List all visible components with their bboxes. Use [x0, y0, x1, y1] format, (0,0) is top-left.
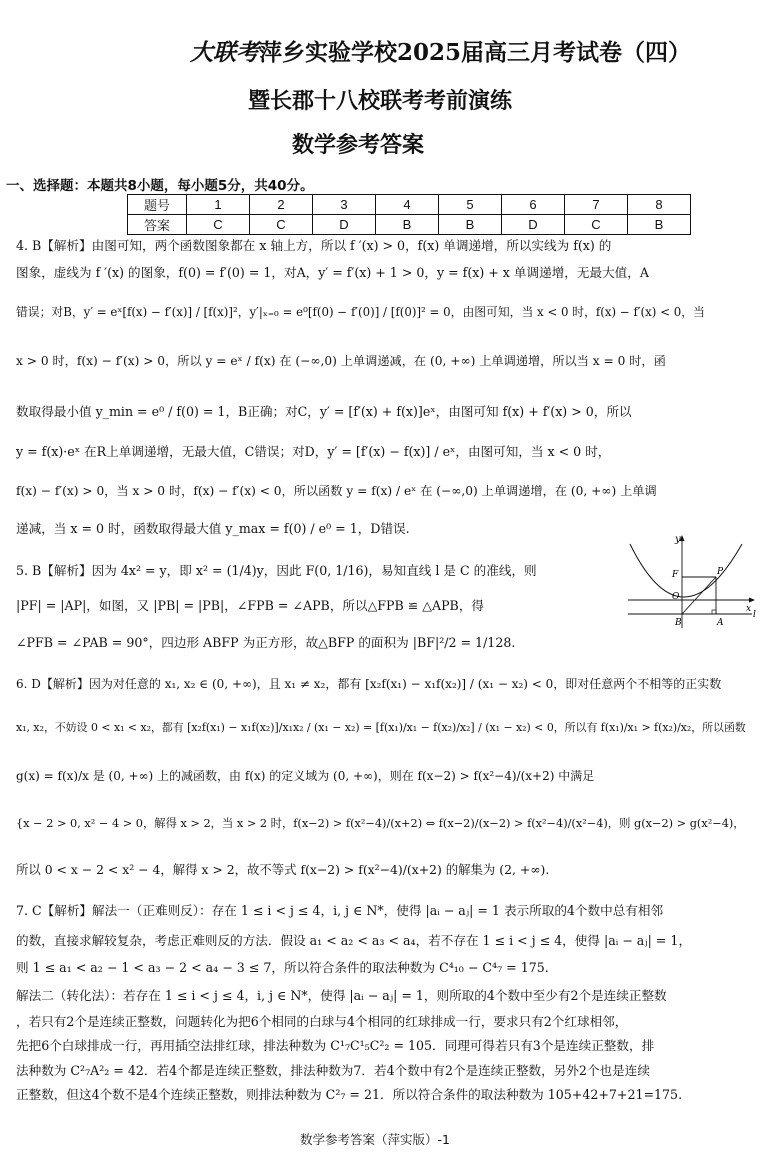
solution-line: 正整数，但这4个数不是4个连续正整数，则排法种数为 C²₇ = 21．所以符合条件的取法种数为 105+42+7+21=175. — [16, 1087, 683, 1102]
question-number-label: 题号 — [128, 195, 187, 215]
solution-line: 所以 0 < x − 2 < x² − 4，解得 x > 2，故不等式 f(x−2) > f(x²−4)/(x+2) 的解集为 (2, +∞). — [16, 862, 550, 877]
answer-table-answer-row — [128, 215, 691, 235]
page-footer: 数学参考答案（萍实版）-1 — [300, 1132, 450, 1147]
solution-line: y = f(x)·eˣ 在R上单调递增，无最大值，C错误；对D，y′ = [f′(x) − f(x)] / eˣ，由图可知，当 x < 0 时， — [16, 444, 611, 459]
solution-line: 解法二（转化法）：若存在 1 ≤ i < j ≤ 4，i, j ∈ N*，使得 |aᵢ − aⱼ| = 1，则所取的4个数中至少有2个是连续正整数 — [16, 988, 667, 1003]
answer-cell: C — [187, 215, 250, 235]
right-angle-mark — [712, 610, 716, 614]
label-x: x — [746, 604, 752, 614]
answer-cell: D — [313, 215, 376, 235]
exam-subtitle: 暨长郡十八校联考考前演练 — [248, 88, 513, 114]
exam-title-text: 萍乡实验学校2025届高三月考试卷（四） — [259, 39, 692, 66]
solution-line: 图象，虚线为 f ′(x) 的图象，f(0) = f′(0) = 1，对A，y′ = f′(x) + 1 > 0，y = f(x) + x 单调递增，无最大值，A — [16, 265, 649, 280]
parabola-curve — [630, 544, 742, 597]
solution-line: 6. D【解析】因为对任意的 x₁, x₂ ∈ (0, +∞)，且 x₁ ≠ x₂，都有 [x₂f(x₁) − x₁f(x₂)] / (x₁ − x₂) < 0，即对任意两个不相等的正实数 — [16, 677, 722, 691]
answer-cell: C — [565, 215, 628, 235]
solution-line: f(x) − f′(x) > 0，当 x > 0 时，f(x) − f′(x) < 0，所以函数 y = f(x) / eˣ 在 (−∞,0) 上单调递增，在 (0, +∞) 上单调 — [16, 484, 657, 498]
answer-table-header-row — [128, 195, 691, 215]
answer-cell: D — [502, 215, 565, 235]
section-heading: 一、选择题：本题共8小题，每小题5分，共40分。 — [6, 178, 314, 194]
solution-line: g(x) = f(x)/x 是 (0, +∞) 上的减函数，由 f(x) 的定义域为 (0, +∞)，则在 f(x−2) > f(x²−4)/(x+2) 中满足 — [16, 769, 595, 783]
solution-line: 的数，直接求解较复杂，考虑正难则反的方法．假设 a₁ < a₂ < a₃ < a₄，若不存在 1 ≤ i < j ≤ 4，使得 |aᵢ − aⱼ| = 1， — [16, 933, 692, 948]
solution-line: x₁, x₂，不妨设 0 < x₁ < x₂，都有 [x₂f(x₁) − x₁f(x₂)]/x₁x₂ / (x₁ − x₂) = [f(x₁)/x₁ − f(x₂)/x₂] / (x₁ − x₂) < 0，所以有 f(x₁)/x₁ > f(x₂)/x₂，所以函数 — [16, 721, 746, 734]
answer-cell: C — [250, 215, 313, 235]
segment-bp — [682, 577, 716, 614]
solution-line: 先把6个白球排成一行，再用插空法排红球，排法种数为 C¹₇C¹₅C²₂ = 105．同理可得若只有3个是连续正整数，排 — [16, 1038, 655, 1053]
question-number: 1 — [187, 195, 250, 215]
parabola-figure — [624, 532, 758, 632]
solution-line: |PF| = |AP|，如图，又 |PB| = |PB|，∠FPB = ∠APB，所以△FPB ≌ △APB，得 — [16, 598, 485, 613]
answer-label: 答案 — [128, 215, 187, 235]
solution-line: 错误；对B，y′ = eˣ[f(x) − f′(x)] / [f(x)]²，y′|ₓ₌₀ = e⁰[f(0) − f′(0)] / [f(0)]² = 0，由图可知，当 x < 0 时，f(x) − f′(x) < 0，当 — [16, 305, 705, 319]
solution-line: 数取得最小值 y_min = e⁰ / f(0) = 1，B正确；对C，y′ = [f′(x) + f(x)]eˣ，由图可知 f(x) + f′(x) > 0，所以 — [16, 404, 632, 419]
solution-line: 则 1 ≤ a₁ < a₂ − 1 < a₃ − 2 < a₄ − 3 ≤ 7，所以符合条件的取法种数为 C⁴₁₀ − C⁴₇ = 175. — [16, 960, 549, 975]
label-b: B — [675, 618, 682, 628]
question-number: 3 — [313, 195, 376, 215]
question-number: 5 — [439, 195, 502, 215]
label-o: O — [672, 592, 680, 602]
exam-title — [190, 34, 691, 67]
label-y: y — [675, 534, 681, 545]
solution-line: ∠PFB = ∠PAB = 90°，四边形 ABFP 为正方形，故△BFP 的面积为 |BF|²/2 = 1/128. — [16, 635, 516, 650]
answer-table — [127, 194, 691, 235]
question-number: 4 — [376, 195, 439, 215]
solution-line: x > 0 时，f(x) − f′(x) > 0，所以 y = eˣ / f(x) 在 (−∞,0) 上单调递减，在 (0, +∞) 上单调递增，所以当 x = 0 时，函 — [16, 354, 666, 368]
answer-cell: B — [439, 215, 502, 235]
question-number: 2 — [250, 195, 313, 215]
label-a: A — [717, 618, 724, 628]
question-number: 8 — [628, 195, 691, 215]
x-axis-arrow — [749, 598, 755, 603]
answer-cell: B — [376, 215, 439, 235]
label-f: F — [672, 570, 679, 580]
question-number: 7 — [565, 195, 628, 215]
solution-line: 7. C【解析】解法一（正难则反）：存在 1 ≤ i < j ≤ 4，i, j ∈ N*，使得 |aᵢ − aⱼ| = 1 表示所取的4个数中总有相邻 — [16, 903, 664, 918]
answer-cell: B — [628, 215, 691, 235]
brand-logo-text: 大联考 — [190, 40, 259, 66]
solution-line: 4. B【解析】由图可知，两个函数图象都在 x 轴上方，所以 f ′(x) > 0，f(x) 单调递增，所以实线为 f(x) 的 — [16, 238, 612, 253]
solution-line: 递减，当 x = 0 时，函数取得最大值 y_max = f(0) / e⁰ = 1，D错误. — [16, 521, 410, 536]
label-l: l — [753, 610, 756, 620]
label-p: P — [717, 567, 724, 577]
question-number: 6 — [502, 195, 565, 215]
solution-line: 5. B【解析】因为 4x² = y，即 x² = (1/4)y，因此 F(0, 1/16)，易知直线 l 是 C 的准线，则 — [16, 563, 537, 578]
solution-line: ，若只有2个是连续正整数，问题转化为把6个相同的白球与4个相同的红球排成一行，要求只有2个红球相邻， — [16, 1014, 628, 1029]
solution-line: 法种数为 C²₇A²₂ = 42．若4个都是连续正整数，排法种数为7．若4个数中有2个是连续正整数，另外2个也是连续 — [16, 1063, 650, 1078]
solution-line: {x − 2 > 0, x² − 4 > 0，解得 x > 2，当 x > 2 时，f(x−2) > f(x²−4)/(x+2) ⇔ f(x−2)/(x−2) > f(x²−4)/(x²−4)，则 g(x−2) > g(x²−4)， — [16, 817, 745, 830]
document-title: 数学参考答案 — [292, 133, 425, 158]
